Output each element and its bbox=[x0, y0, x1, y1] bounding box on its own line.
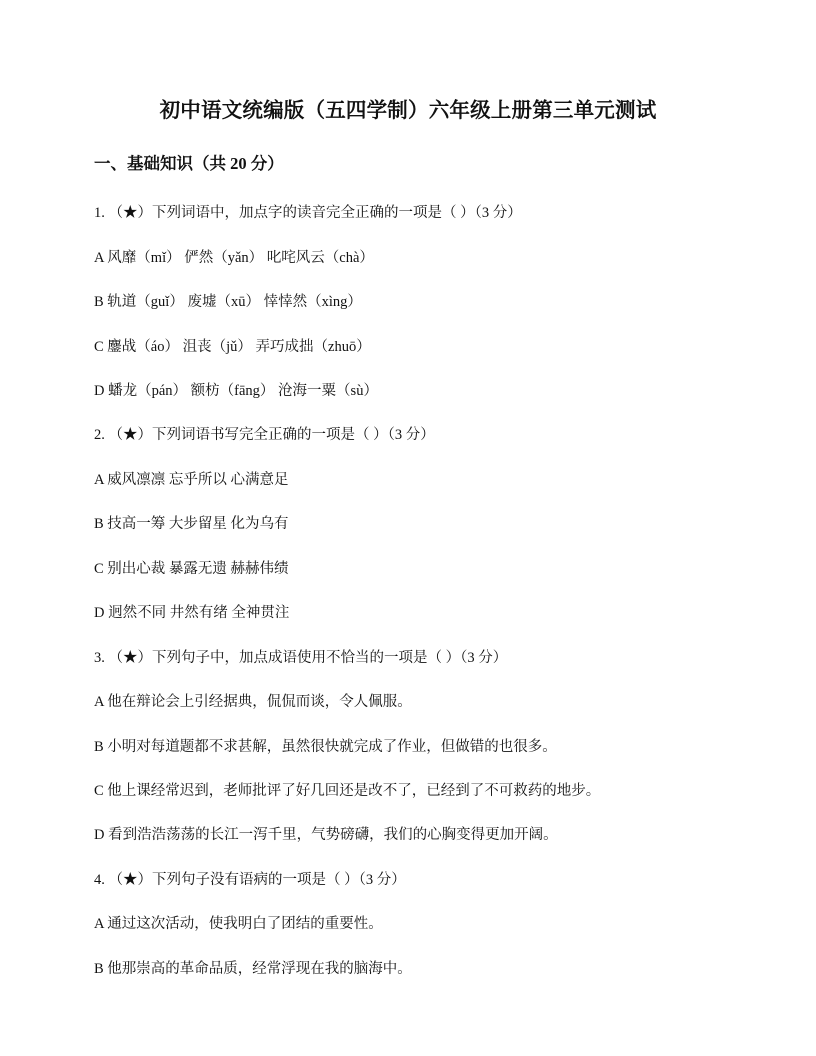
question-3-option-a: A 他在辩论会上引经据典，侃侃而谈，令人佩服。 bbox=[94, 694, 412, 710]
question-2-option-c: C 别出心裁 暴露无遗 赫赫伟绩 bbox=[94, 561, 289, 577]
question-1-option-c: C 鏖战（áo） 沮丧（jǔ） 弄巧成拙（zhuō） bbox=[94, 339, 371, 355]
question-1: 1. （★）下列词语中，加点字的读音完全正确的一项是（ ）（3 分） bbox=[94, 205, 522, 221]
section-heading: 一、基础知识（共 20 分） bbox=[94, 154, 284, 173]
question-2-option-a: A 威风凛凛 忘乎所以 心满意足 bbox=[94, 472, 289, 488]
question-1-option-b: B 轨道（guǐ） 废墟（xū） 悻悻然（xìng） bbox=[94, 294, 362, 310]
question-2-option-d: D 迥然不同 井然有绪 全神贯注 bbox=[94, 605, 290, 621]
question-1-option-d: D 蟠龙（pán） 额枋（fāng） 沧海一粟（sù） bbox=[94, 383, 378, 399]
question-4: 4. （★）下列句子没有语病的一项是（ ）（3 分） bbox=[94, 872, 406, 888]
question-3-option-c: C 他上课经常迟到，老师批评了好几回还是改不了，已经到了不可救药的地步。 bbox=[94, 783, 601, 799]
question-3-option-b: B 小明对每道题都不求甚解，虽然很快就完成了作业，但做错的也很多。 bbox=[94, 739, 557, 755]
question-3: 3. （★）下列句子中，加点成语使用不恰当的一项是（ ）（3 分） bbox=[94, 650, 508, 666]
question-2-option-b: B 技高一筹 大步留星 化为乌有 bbox=[94, 516, 289, 532]
question-1-option-a: A 风靡（mǐ） 俨然（yǎn） 叱咤风云（chà） bbox=[94, 250, 374, 266]
question-3-option-d: D 看到浩浩荡荡的长江一泻千里，气势磅礴，我们的心胸变得更加开阔。 bbox=[94, 827, 558, 843]
question-2: 2. （★）下列词语书写完全正确的一项是（ ）（3 分） bbox=[94, 427, 435, 443]
question-4-option-b: B 他那崇高的革命品质，经常浮现在我的脑海中。 bbox=[94, 961, 412, 977]
question-4-option-a: A 通过这次活动，使我明白了团结的重要性。 bbox=[94, 916, 383, 932]
document-title: 初中语文统编版（五四学制）六年级上册第三单元测试 bbox=[159, 100, 657, 122]
